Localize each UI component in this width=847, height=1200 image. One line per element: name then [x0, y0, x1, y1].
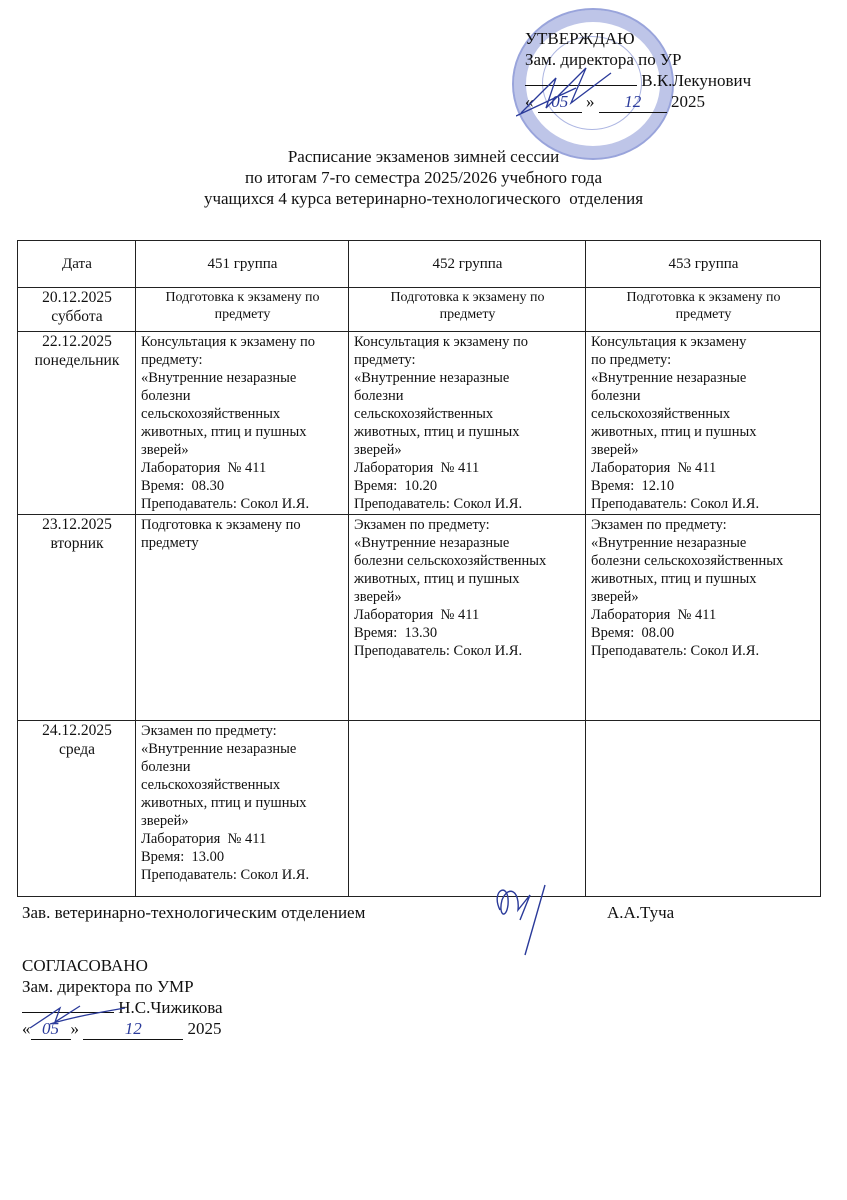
exam-date: 24.12.2025	[42, 722, 112, 739]
quote-open: «	[525, 92, 534, 111]
signature-approval-icon	[516, 58, 646, 118]
cell-text-line: Экзамен по предмету:	[141, 723, 277, 739]
weekday: среда	[58, 741, 96, 758]
cell-text-line: болезни	[141, 388, 191, 404]
group-453-cell	[586, 332, 821, 515]
cell-text-line: Лаборатория № 411	[141, 831, 267, 847]
cell-text-line: предмету	[214, 307, 271, 322]
cell-text-line: болезни сельскохозяйственных	[354, 553, 547, 569]
cell-text-line: предмету:	[354, 352, 416, 368]
group-451-cell	[136, 515, 349, 721]
weekday: понедельник	[34, 352, 120, 369]
group-453-cell	[586, 288, 821, 332]
cell-text-line: «Внутренние незаразные	[141, 741, 297, 757]
title-line-1: Расписание экзаменов зимней сессии	[287, 147, 560, 166]
cell-text-line: «Внутренние незаразные	[591, 370, 747, 386]
cell-text-line: Время: 10.20	[354, 478, 438, 494]
cell-text-line: Лаборатория № 411	[354, 460, 480, 476]
cell-text-line: Лаборатория № 411	[141, 460, 267, 476]
signature-head-icon	[490, 880, 560, 960]
cell-text-line: зверей»	[591, 442, 639, 458]
approval-heading: УТВЕРЖДАЮ	[525, 29, 635, 48]
quote-close: »	[586, 92, 595, 111]
cell-text-line: Подготовка к экзамену по	[626, 290, 781, 305]
cell-text-line: «Внутренние незаразные	[354, 535, 510, 551]
approval-name: В.К.Лекунович	[641, 71, 752, 90]
approval-date-day: 05	[538, 91, 582, 113]
header-group-452: 452 группа	[349, 241, 586, 288]
approval-date-year: 2025	[671, 92, 705, 111]
cell-text-line: Время: 13.30	[354, 625, 438, 641]
weekday: суббота	[51, 308, 103, 325]
agreed-date-year: 2025	[187, 1019, 222, 1038]
cell-text-line: предмету	[141, 535, 199, 551]
cell-text-line: Консультация к экзамену по	[354, 334, 529, 350]
table-row	[18, 515, 821, 721]
cell-text-line: Время: 12.10	[591, 478, 675, 494]
cell-text-line: Экзамен по предмету:	[354, 517, 490, 533]
cell-text-line: животных, птиц и пушных	[591, 424, 757, 440]
cell-text-line: Подготовка к экзамену по	[165, 290, 320, 305]
group-451-cell	[136, 721, 349, 897]
department-head-signature	[22, 902, 802, 923]
cell-text-line: Преподаватель: Сокол И.Я.	[591, 643, 760, 659]
header-date: Дата	[18, 241, 136, 288]
agreed-date-month: 12	[83, 1018, 183, 1040]
cell-text-line: Подготовка к экзамену по	[390, 290, 545, 305]
cell-text-line: Консультация к экзамену по	[141, 334, 316, 350]
table-row	[18, 288, 821, 332]
cell-text-line: зверей»	[354, 442, 402, 458]
agreed-date-day: 05	[31, 1018, 71, 1040]
agreed-name: Н.С.Чижикова	[118, 998, 223, 1017]
approval-date-month: 12	[599, 91, 667, 113]
document-title	[0, 146, 847, 209]
cell-text-line: болезни	[591, 388, 641, 404]
cell-text-line: сельскохозяйственных	[141, 777, 281, 793]
group-453-cell	[586, 515, 821, 721]
cell-text-line: сельскохозяйственных	[354, 406, 494, 422]
table-row	[18, 332, 821, 515]
title-line-3: учащихся 4 курса ветеринарно-технологического отделения	[203, 189, 644, 208]
title-line-2: по итогам 7-го семестра 2025/2026 учебного года	[244, 168, 602, 187]
cell-text-line: зверей»	[354, 589, 402, 605]
cell-text-line: животных, птиц и пушных	[141, 795, 307, 811]
cell-text-line: Время: 08.30	[141, 478, 225, 494]
cell-text-line: животных, птиц и пушных	[354, 571, 520, 587]
group-452-cell	[349, 721, 586, 897]
exam-date: 20.12.2025	[42, 289, 112, 306]
head-name: А.А.Туча	[607, 903, 675, 922]
quote-close: »	[70, 1019, 79, 1038]
cell-text-line: болезни	[354, 388, 404, 404]
cell-text-line: Лаборатория № 411	[591, 460, 717, 476]
cell-text-line: Преподаватель: Сокол И.Я.	[141, 867, 310, 883]
agreed-heading: СОГЛАСОВАНО	[22, 956, 148, 975]
head-position: Зав. ветеринарно-технологическим отделением	[22, 903, 366, 922]
cell-text-line: Время: 08.00	[591, 625, 675, 641]
cell-text-line: Экзамен по предмету:	[591, 517, 727, 533]
cell-text-line: предмету	[439, 307, 496, 322]
cell-text-line: болезни	[141, 759, 191, 775]
cell-text-line: Лаборатория № 411	[354, 607, 480, 623]
header-group-453: 453 группа	[586, 241, 821, 288]
cell-text-line: Время: 13.00	[141, 849, 225, 865]
cell-text-line: Консультация к экзамену	[591, 334, 747, 350]
group-452-cell	[349, 332, 586, 515]
cell-text-line: зверей»	[591, 589, 639, 605]
date-cell	[18, 332, 136, 515]
cell-text-line: сельскохозяйственных	[141, 406, 281, 422]
group-451-cell	[136, 332, 349, 515]
table-header-row	[18, 241, 821, 288]
cell-text-line: предмету	[675, 307, 732, 322]
agreed-position: Зам. директора по УМР	[22, 977, 194, 996]
cell-text-line: Подготовка к экзамену по	[141, 517, 301, 533]
cell-text-line: Преподаватель: Сокол И.Я.	[141, 496, 310, 512]
cell-text-line: зверей»	[141, 813, 189, 829]
exam-date: 22.12.2025	[42, 333, 112, 350]
cell-text-line: животных, птиц и пушных	[591, 571, 757, 587]
header-group-451: 451 группа	[136, 241, 349, 288]
date-cell	[18, 721, 136, 897]
group-453-cell	[586, 721, 821, 897]
cell-text-line: Преподаватель: Сокол И.Я.	[591, 496, 760, 512]
cell-text-line: «Внутренние незаразные	[354, 370, 510, 386]
cell-text-line: Лаборатория № 411	[591, 607, 717, 623]
exam-date: 23.12.2025	[42, 516, 112, 533]
signature-agreed-icon	[30, 1000, 140, 1030]
cell-text-line: «Внутренние незаразные	[591, 535, 747, 551]
cell-text-line: сельскохозяйственных	[591, 406, 731, 422]
group-452-cell	[349, 515, 586, 721]
date-cell	[18, 288, 136, 332]
cell-text-line: зверей»	[141, 442, 189, 458]
cell-text-line: по предмету:	[591, 352, 672, 368]
exam-schedule-table	[17, 240, 821, 897]
cell-text-line: животных, птиц и пушных	[141, 424, 307, 440]
date-cell	[18, 515, 136, 721]
cell-text-line: животных, птиц и пушных	[354, 424, 520, 440]
cell-text-line: Преподаватель: Сокол И.Я.	[354, 496, 523, 512]
weekday: вторник	[50, 535, 104, 552]
quote-open: «	[22, 1019, 31, 1038]
cell-text-line: болезни сельскохозяйственных	[591, 553, 784, 569]
table-row	[18, 721, 821, 897]
group-452-cell	[349, 288, 586, 332]
group-451-cell	[136, 288, 349, 332]
cell-text-line: предмету:	[141, 352, 203, 368]
approval-position: Зам. директора по УР	[525, 50, 682, 69]
cell-text-line: «Внутренние незаразные	[141, 370, 297, 386]
cell-text-line: Преподаватель: Сокол И.Я.	[354, 643, 523, 659]
